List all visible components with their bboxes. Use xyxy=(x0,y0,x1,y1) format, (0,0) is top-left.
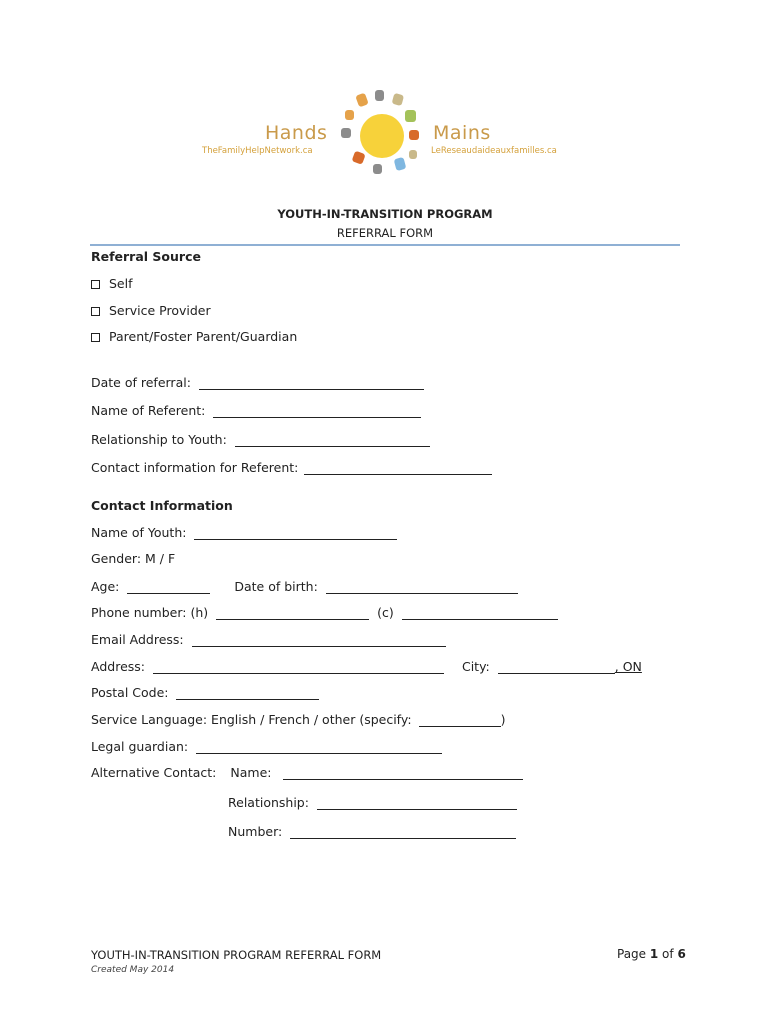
age-dob-row xyxy=(91,579,518,594)
legal-guardian-field[interactable] xyxy=(196,740,442,754)
page-number xyxy=(617,947,686,961)
address-row xyxy=(91,659,642,674)
contact-information-heading: Contact Information xyxy=(91,498,233,513)
logo-hands-word: Hands xyxy=(265,122,328,144)
footer-form-title: YOUTH-IN-TRANSITION PROGRAM REFERRAL FORM xyxy=(91,948,382,962)
legal-guardian-label: Legal guardian: xyxy=(91,739,189,754)
alt-relationship-row xyxy=(228,795,517,810)
page-current: 1 xyxy=(649,947,659,961)
alt-relationship-field[interactable] xyxy=(317,796,517,810)
option-parent-guardian[interactable] xyxy=(91,329,297,344)
referent-contact-row xyxy=(91,460,492,475)
page-of: of xyxy=(658,947,678,961)
date-of-referral-row xyxy=(91,375,424,390)
referent-contact-field[interactable] xyxy=(304,461,492,475)
self-label: Self xyxy=(109,276,133,291)
phone-home-label: Phone number: (h) xyxy=(91,605,209,620)
email-field[interactable] xyxy=(192,633,446,647)
alt-name-label: Name: xyxy=(230,765,272,780)
sun-hands-icon xyxy=(335,88,430,183)
phone-row xyxy=(91,605,558,620)
alt-number-row xyxy=(228,824,516,839)
email-label: Email Address: xyxy=(91,632,184,647)
title-divider xyxy=(90,244,680,246)
referent-contact-label: Contact information for Referent: xyxy=(91,460,299,475)
phone-home-field[interactable] xyxy=(216,606,369,620)
logo-french-url: LeReseaudaideauxfamilles.ca xyxy=(431,146,557,156)
age-label: Age: xyxy=(91,579,120,594)
logo-mains-word: Mains xyxy=(433,122,491,144)
name-of-youth-row xyxy=(91,525,397,540)
service-language-row xyxy=(91,712,505,727)
name-of-youth-field[interactable] xyxy=(194,526,397,540)
referral-source-heading: Referral Source xyxy=(91,249,201,264)
alt-number-field[interactable] xyxy=(290,825,516,839)
service-language-label: Service Language: English / French / other (specify: xyxy=(91,712,412,727)
form-title: YOUTH-IN-TRANSITION PROGRAM xyxy=(277,207,493,221)
city-label: City: xyxy=(461,659,490,674)
parent-guardian-label: Parent/Foster Parent/Guardian xyxy=(109,329,298,344)
service-provider-checkbox[interactable] xyxy=(91,307,100,316)
alt-name-field[interactable] xyxy=(283,766,523,780)
postal-code-label: Postal Code: xyxy=(91,685,169,700)
date-of-birth-field[interactable] xyxy=(326,580,518,594)
postal-code-row xyxy=(91,685,319,700)
relationship-to-youth-row xyxy=(91,432,430,447)
logo-english-url: TheFamilyHelpNetwork.ca xyxy=(202,146,313,156)
age-field[interactable] xyxy=(127,580,210,594)
province-label: , ON xyxy=(614,659,642,674)
alternative-contact-row xyxy=(91,765,523,780)
self-checkbox[interactable] xyxy=(91,280,100,289)
name-of-referent-label: Name of Referent: xyxy=(91,403,206,418)
option-self[interactable] xyxy=(91,276,133,291)
form-subtitle: REFERRAL FORM xyxy=(336,226,434,240)
gender-row[interactable] xyxy=(91,551,175,566)
name-of-referent-field[interactable] xyxy=(213,404,421,418)
address-field[interactable] xyxy=(153,660,444,674)
alt-relationship-label: Relationship: xyxy=(228,795,309,810)
phone-cell-label: (c) xyxy=(377,605,394,620)
hands-mains-logo xyxy=(200,88,570,183)
language-other-field[interactable] xyxy=(419,713,501,727)
city-field[interactable] xyxy=(498,660,615,674)
phone-cell-field[interactable] xyxy=(402,606,558,620)
name-of-youth-label: Name of Youth: xyxy=(91,525,187,540)
alt-number-label: Number: xyxy=(228,824,283,839)
date-of-referral-field[interactable] xyxy=(199,376,424,390)
footer-created-date: Created May 2014 xyxy=(91,965,175,975)
date-of-referral-label: Date of referral: xyxy=(91,375,191,390)
gender-label: Gender: M / F xyxy=(91,551,176,566)
option-service-provider[interactable] xyxy=(91,303,211,318)
service-provider-label: Service Provider xyxy=(109,303,211,318)
alternative-contact-label: Alternative Contact: xyxy=(91,765,217,780)
relationship-to-youth-field[interactable] xyxy=(235,433,430,447)
legal-guardian-row xyxy=(91,739,442,754)
parent-guardian-checkbox[interactable] xyxy=(91,333,100,342)
address-label: Address: xyxy=(91,659,145,674)
relationship-to-youth-label: Relationship to Youth: xyxy=(91,432,227,447)
service-language-close: ) xyxy=(500,712,506,727)
page-total: 6 xyxy=(677,947,686,961)
date-of-birth-label: Date of birth: xyxy=(234,579,318,594)
page-prefix: Page xyxy=(617,947,650,961)
email-row xyxy=(91,632,446,647)
postal-code-field[interactable] xyxy=(176,686,319,700)
name-of-referent-row xyxy=(91,403,421,418)
